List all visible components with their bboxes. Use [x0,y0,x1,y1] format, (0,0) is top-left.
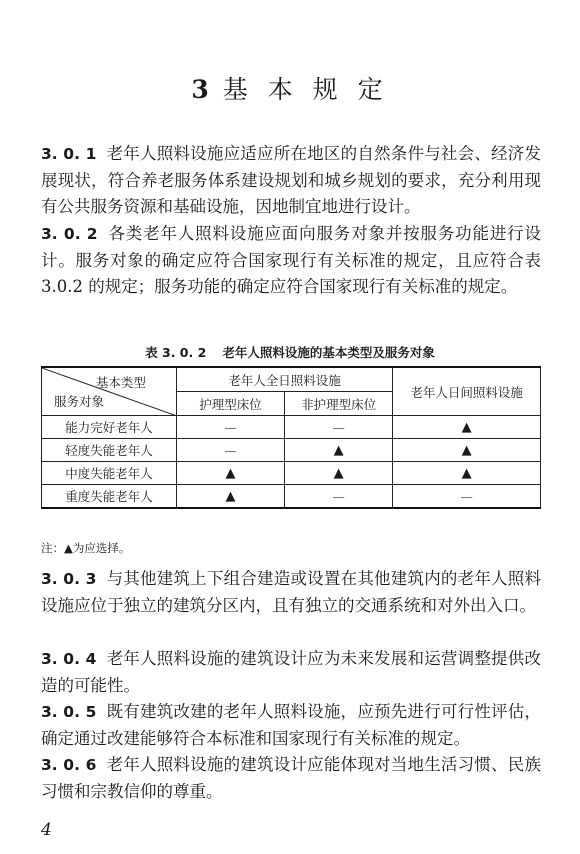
cell-care: — [176,416,284,439]
chapter-title [0,70,580,106]
row-label: 能力完好老年人 [42,416,177,439]
clause-number: 3. 0. 4 [41,650,97,668]
clause-3-0-1 [41,141,541,221]
row-label: 轻度失能老年人 [42,439,177,462]
header-day-care: 老年人日间照料设施 [393,367,541,416]
clause-number: 3. 0. 6 [41,756,97,774]
cell-day: — [393,485,541,509]
clause-text: 与其他建筑上下组合建造或设置在其他建筑内的老年人照料设施应位于独立的建筑分区内，且有独立的交通系统和对外出入口。 [41,569,541,615]
cell-care: ▲ [176,485,284,509]
table-caption [0,343,580,361]
table-row [42,485,541,509]
clause-number: 3. 0. 2 [41,225,98,243]
cell-care: ▲ [176,462,284,485]
clause-text: 老年人照料设施应适应所在地区的自然条件与社会、经济发展现状，符合养老服务体系建设规划和城乡规划的要求，充分利用现有公共服务资源和基础设施，因地制宜地进行设计。 [41,144,541,216]
chapter-number: 3 [191,75,209,104]
clause-text: 老年人照料设施的建筑设计应能体现对当地生活习惯、民族习惯和宗教信仰的尊重。 [41,755,541,801]
cell-noncare: ▲ [285,462,393,485]
clause-text: 各类老年人照料设施应面向服务对象并按服务功能进行设计。服务对象的确定应符合国家现行有关标准的规定，且应符合表 3.0.2 的规定；服务功能的确定应符合国家现行有关标准的规定。 [41,224,542,296]
table-note: 注：▲为应选择。 [41,541,131,555]
table-caption-title: 老年人照料设施的基本类型及服务对象 [222,345,435,360]
clause-3-0-2 [41,221,541,301]
clause-number: 3. 0. 1 [41,145,97,163]
cell-noncare: ▲ [285,439,393,462]
table-corner-cell [42,367,177,416]
header-care-bed: 护理型床位 [176,392,284,416]
clause-3-0-4 [41,646,541,699]
table-caption-number: 表 3. 0. 2 [145,345,207,360]
cell-care: — [176,439,284,462]
cell-day: ▲ [393,416,541,439]
clause-number: 3. 0. 5 [41,703,97,721]
clause-3-0-3 [41,566,541,619]
page-number: 4 [41,820,52,840]
cell-noncare: — [285,416,393,439]
table-row [42,439,541,462]
chapter-title-text: 基 本 规 定 [222,75,389,104]
corner-header-type: 基本类型 [95,375,146,390]
facility-types-table [41,366,541,509]
clause-3-0-5 [41,699,541,752]
cell-noncare: — [285,485,393,509]
corner-header-target: 服务对象 [54,394,105,409]
clause-text: 老年人照料设施的建筑设计应为未来发展和运营调整提供改造的可能性。 [41,649,541,695]
row-label: 中度失能老年人 [42,462,177,485]
clause-number: 3. 0. 3 [41,570,97,588]
cell-day: ▲ [393,462,541,485]
row-label: 重度失能老年人 [42,485,177,509]
cell-day: ▲ [393,439,541,462]
table-row [42,416,541,439]
header-full-care-group: 老年人全日照料设施 [176,367,392,392]
header-noncare-bed: 非护理型床位 [285,392,393,416]
clause-text: 既有建筑改建的老年人照料设施，应预先进行可行性评估，确定通过改建能够符合本标准和国家现行有关标准的规定。 [41,702,541,748]
clause-3-0-6 [41,752,541,805]
table-row [42,462,541,485]
